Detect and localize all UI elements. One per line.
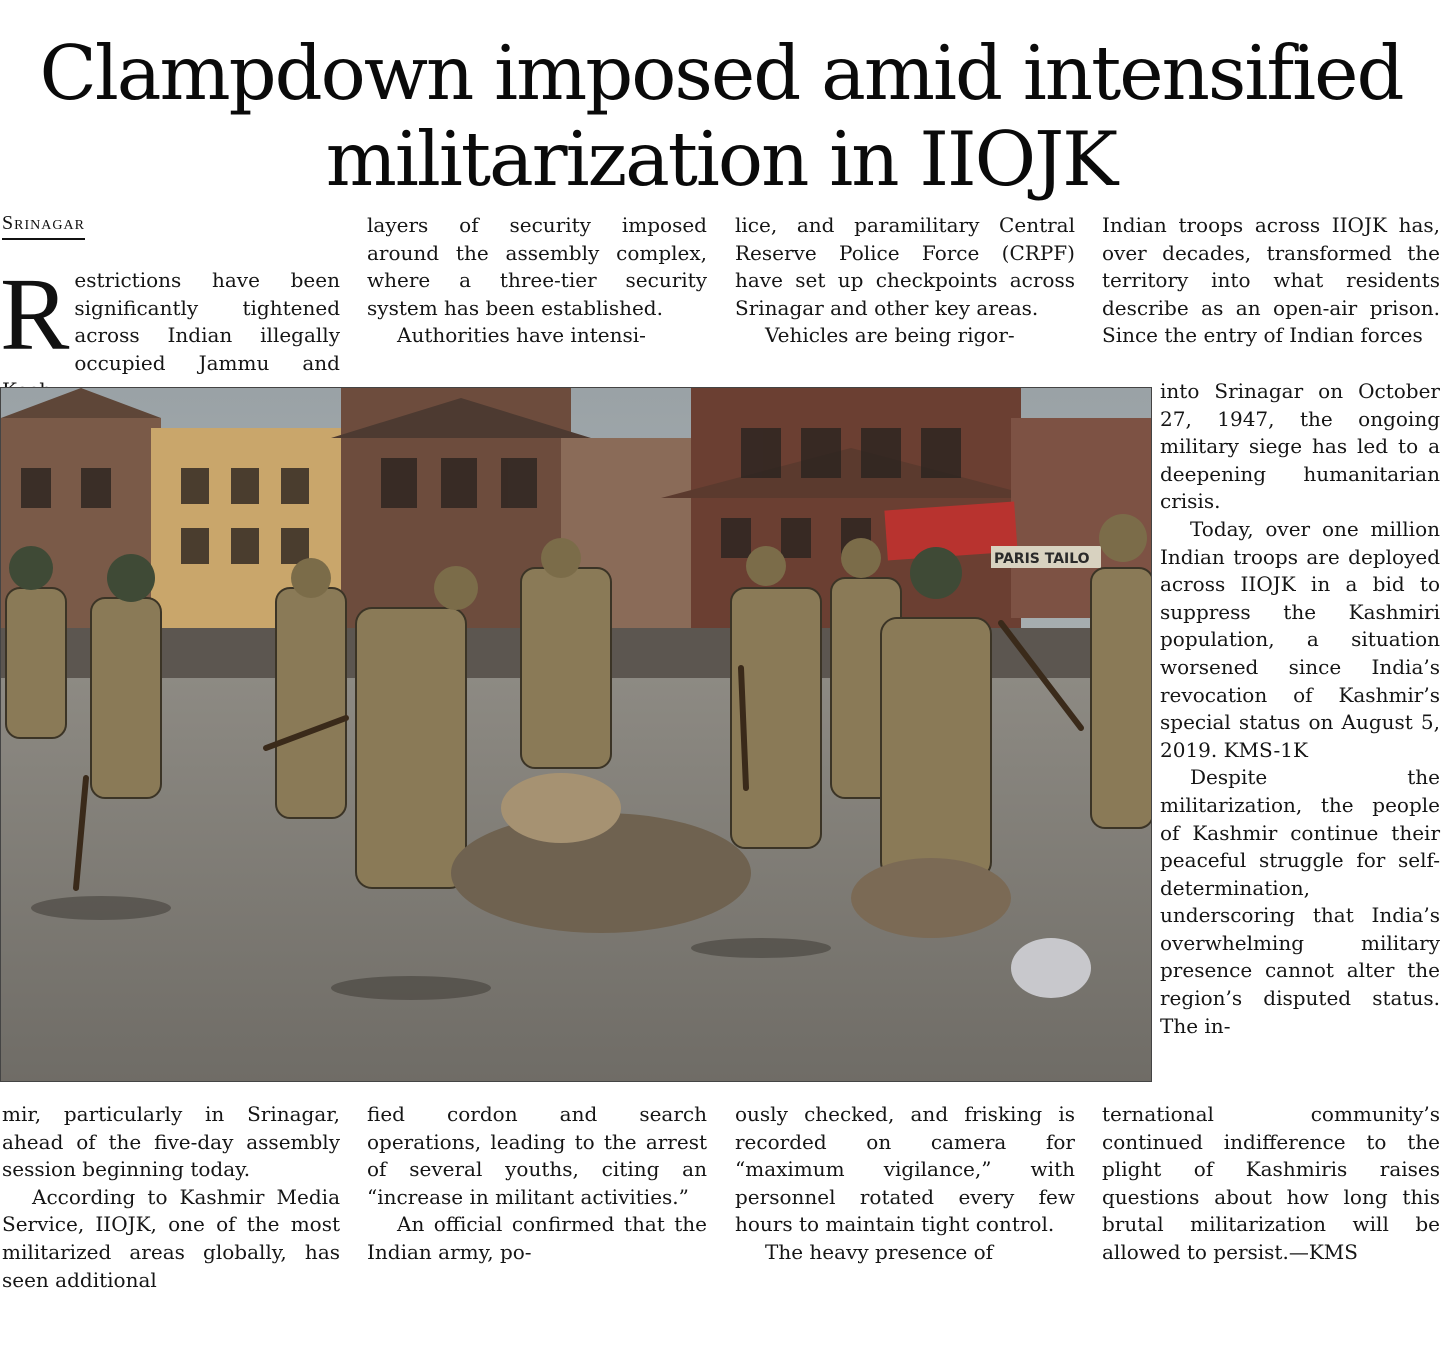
column-2-top	[367, 212, 707, 350]
paragraph: Vehicles are being rigor-	[765, 323, 1015, 348]
column-3-bottom	[735, 1101, 1075, 1267]
paragraph: An official confirmed that the Indian army, po-	[367, 1212, 707, 1264]
column-4-top	[1102, 212, 1440, 350]
shop-sign-text: PARIS TAILO	[994, 551, 1090, 567]
paragraph: lice, and paramilitary Central Reserve Police Force (CRPF) have set up checkpoints across Srinagar and other key areas.	[735, 213, 1075, 320]
column-4-side	[1160, 378, 1440, 1040]
column-2-bottom	[367, 1101, 707, 1267]
paragraph: fied cordon and search operations, leading to the arrest of several youths, citing an “increase in militant activities.”	[367, 1102, 707, 1209]
headline-line-2: militarization in IIOJK	[325, 115, 1117, 203]
drop-cap: R	[0, 257, 70, 372]
paragraph: Authorities have intensi-	[397, 323, 646, 348]
lead-text: estrictions have been significantly tightened across Indian illegally occupied Jammu and	[74, 268, 340, 375]
paragraph: Indian troops across IIOJK has, over decades, transformed the territory into what residents describe as an open-air prison. Since the entry of Indian forces	[1102, 213, 1440, 348]
headline	[0, 30, 1442, 202]
paragraph: layers of security imposed around the assembly complex, where a three-tier security system has been established.	[367, 213, 707, 320]
dateline: Srinagar	[2, 212, 85, 240]
column-3-top	[735, 212, 1075, 350]
news-photo	[0, 387, 1152, 1082]
paragraph: ternational community’s continued indifference to the plight of Kashmiris raises questions about how long this brutal militarization will be allowed to persist.—KMS	[1102, 1102, 1440, 1264]
column-4-bottom	[1102, 1101, 1440, 1267]
paragraph: The heavy presence of	[765, 1239, 994, 1264]
paragraph: Today, over one million Indian troops are deployed across IIOJK in a bid to suppress the Kashmiri population, a situation worsened since India’s revocation of Kashmir’s special status on August 5, 2019. KMS-1K	[1160, 516, 1440, 762]
paragraph: mir, particularly in Srinagar, ahead of the five-day assembly session beginning today.	[2, 1102, 340, 1182]
lead-paragraph	[0, 257, 340, 405]
paragraph: into Srinagar on October 27, 1947, the ongoing military siege has led to a deepening humanitarian crisis.	[1160, 379, 1440, 514]
column-1-top	[0, 257, 340, 405]
paragraph: ously checked, and frisking is recorded on camera for “maximum vigilance,” with personnel rotated every few hours to maintain tight control.	[735, 1102, 1075, 1237]
paragraph: Despite the militarization, the people of Kashmir continue their peaceful struggle for self-determination, underscoring that India’s overwhelming military presence cannot alter the region’s disputed status. The in-	[1160, 765, 1440, 1038]
column-1-bottom	[2, 1101, 340, 1294]
paragraph: According to Kashmir Media Service, IIOJK, one of the most militarized areas globally, has seen additional	[2, 1184, 340, 1292]
headline-line-1: Clampdown imposed amid intensified	[39, 29, 1403, 117]
photo-illustration	[1, 388, 1152, 1082]
